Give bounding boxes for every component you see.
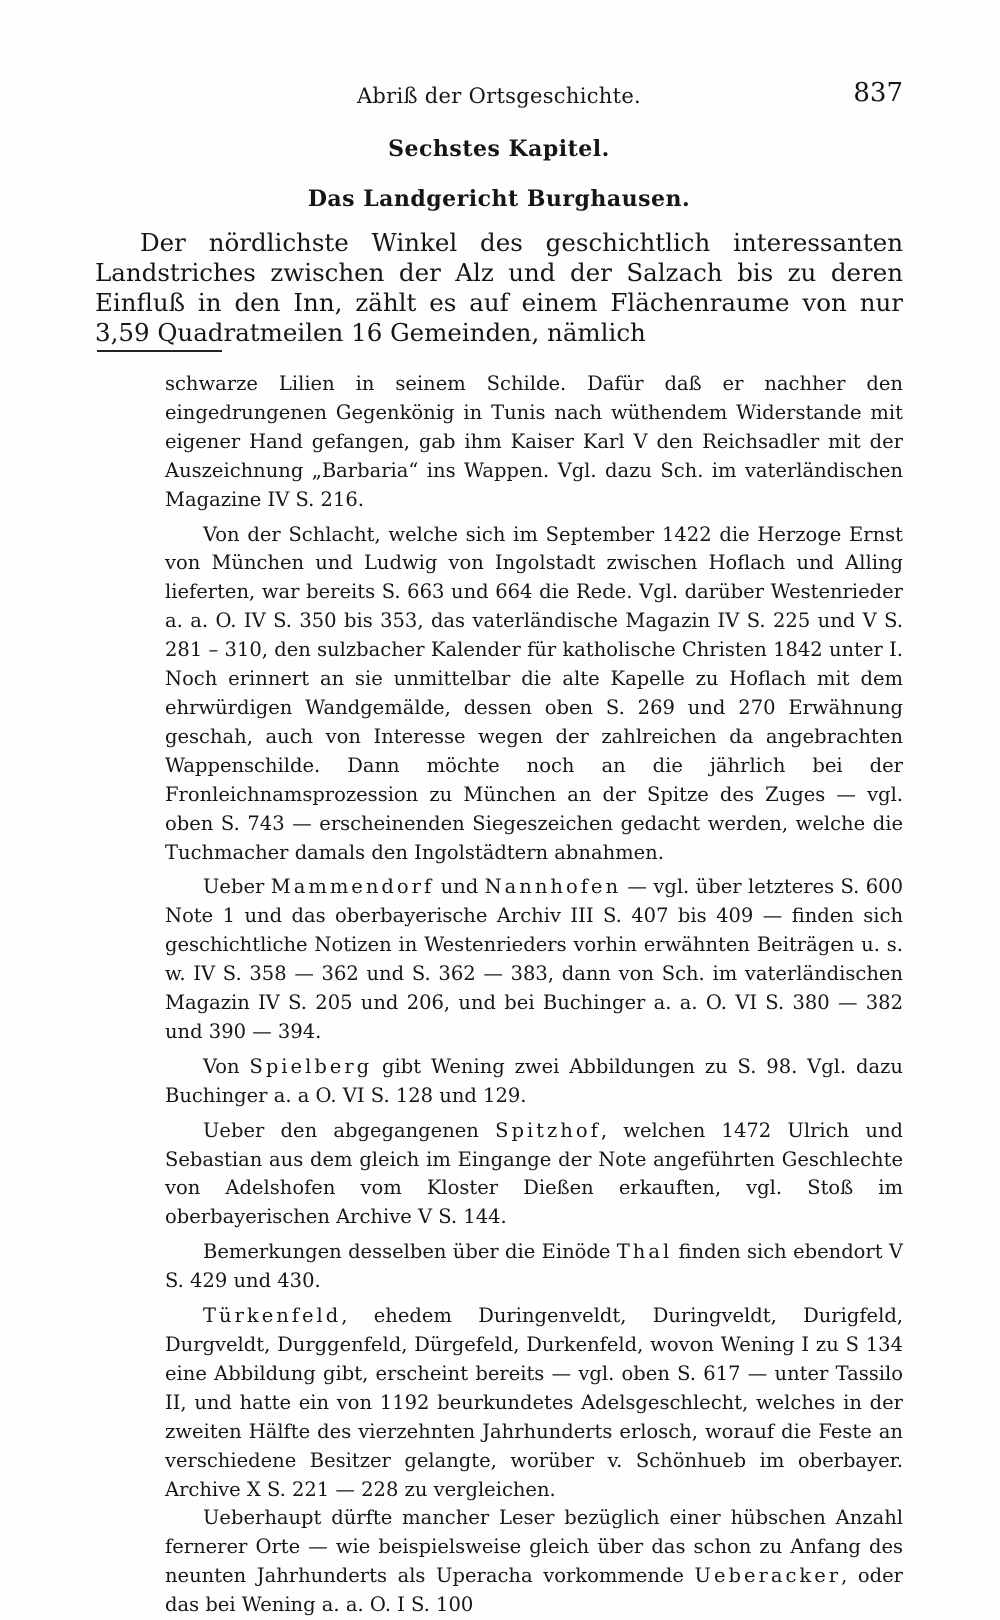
footnote-text: Ueberhaupt dürfte mancher Leser bezüglich einer hübschen Anzahl fernerer Orte — wie beispielsweise gleich über das schon zu Anfang des neunten Jahrhunderts als Uperacha vorkommende	[165, 1506, 903, 1588]
footnote-paragraph	[165, 1504, 903, 1620]
place-name: Mammendorf	[270, 875, 435, 899]
footnote-text: Bemerkungen desselben über die Einöde	[203, 1240, 617, 1264]
footnote-text: finden sich ebendort V S. 429 und 430.	[165, 1240, 903, 1293]
footnote-paragraph	[165, 873, 903, 1046]
place-name: Türkenfeld	[203, 1304, 342, 1328]
footnote-paragraph: Von der Schlacht, welche sich im September 1422 die Herzoge Ernst von München und Ludwig von Ingolstadt zwischen Hoflach und Alling lieferten, war bereits S. 663 und 664 die Rede. Vgl. darüber Westenrieder a. a. O. IV S. 350 bis 353, das vaterländische Magazin IV S. 225 und V S. 281 – 310, den sulzbacher Kalender für katholische Christen 1842 unter I. Noch erinnert an sie unmittelbar die alte Kapelle zu Hoflach mit dem ehrwürdigen Wandgemälde, dessen oben S. 269 und 270 Erwähnung geschah, auch von Interesse wegen der zahlreichen da angebrachten Wappenschilde. Dann möchte noch an die jährlich bei der Fronleichnamsprozession zu München an der Spitze des Zuges — vgl. oben S. 743 — erscheinenden Siegeszeichen gedacht werden, welche die Tuchmacher damals den Ingolstädtern abnahmen.	[165, 522, 903, 864]
footnote-paragraph	[165, 1302, 903, 1504]
footnote-paragraph	[165, 1053, 903, 1111]
footnote-paragraph	[165, 1117, 903, 1233]
footnote-separator	[97, 350, 222, 352]
running-title: Abriß der Ortsgeschichte.	[356, 84, 642, 108]
footnote-paragraph: schwarze Lilien in seinem Schilde. Dafür daß er nachher den eingedrungenen Gegenkönig in Tunis nach wüthendem Widerstande mit eigener Hand gefangen, gab ihm Kaiser Karl V den Reichsadler mit der Auszeichnung „Barbaria“ ins Wappen. Vgl. dazu Sch. im vaterländischen Magazine IV S. 216.	[165, 372, 903, 511]
footnote-text: Ueber	[203, 875, 271, 899]
chapter-heading: Sechstes Kapitel.	[388, 136, 610, 162]
page-header	[95, 78, 903, 118]
page-number: 837	[853, 78, 903, 108]
main-paragraph: Der nördlichste Winkel des geschichtlich interessanten Landstriches zwischen der Alz und der Salzach bis zu deren Einfluß in den Inn, zählt es auf einem Flächenraume von nur 3,59 Quadratmeilen 16 Gemeinden, nämlich	[95, 228, 903, 347]
footnote-text: Von	[203, 1054, 250, 1078]
footnote-text: , welchen 1472 Ulrich und Sebastian aus dem gleich im Eingange der Note angeführten Geschlechte von Adelshofen vom Kloster Dießen erkauften, vgl. Stoß im oberbayerischen Archive V S. 144.	[165, 1118, 903, 1229]
footnote-text: , ehedem Duringenveldt, Duringveldt, Durigfeld, Durgveldt, Durggenfeld, Dürgefeld, Durkenfeld, wovon Wening I zu S 134 eine Abbildung gibt, erscheint bereits — vgl. oben S. 617 — unter Tassilo II, und hatte ein von 1192 beurkundetes Adelsgeschlecht, welches in der zweiten Hälfte des vierzehnten Jahrhunderts erlosch, worauf die Feste an verschiedene Besitzer gelangte, worüber v. Schönhueb im oberbayer. Archive X S. 221 — 228 zu vergleichen.	[165, 1304, 903, 1501]
place-name: Spitzhof	[495, 1118, 601, 1142]
footnote-text: gibt Wening zwei Abbildungen zu S. 98. Vgl. dazu Buchinger a. a O. VI S. 128 und 129.	[165, 1054, 903, 1107]
place-name: Spielberg	[249, 1054, 373, 1078]
footnote-paragraph	[165, 1238, 903, 1296]
place-name: Ueberacker	[694, 1564, 842, 1588]
footnote-text: Ueber den abgegangenen	[203, 1118, 496, 1142]
place-name: Nannhofen	[484, 875, 622, 899]
footnote-text: und	[434, 875, 485, 899]
place-name: Thal	[616, 1240, 673, 1264]
footnote-text: , oder das bei Wening a. a. O. I S. 100	[165, 1564, 903, 1617]
footnote-text: — vgl. über letzteres S. 600 Note 1 und das oberbayerische Archiv III S. 407 bis 409 — finden sich geschichtliche Notizen in Westenrieders vorhin erwähnten Beiträgen u. s. w. IV S. 358 — 362 und S. 362 — 383, dann von Sch. im vaterländischen Magazin IV S. 205 und 206, und bei Buchinger a. a. O. VI S. 380 — 382 und 390 — 394.	[165, 875, 903, 1043]
footnotes	[165, 370, 903, 1620]
section-heading: Das Landgericht Burghausen.	[307, 186, 691, 212]
